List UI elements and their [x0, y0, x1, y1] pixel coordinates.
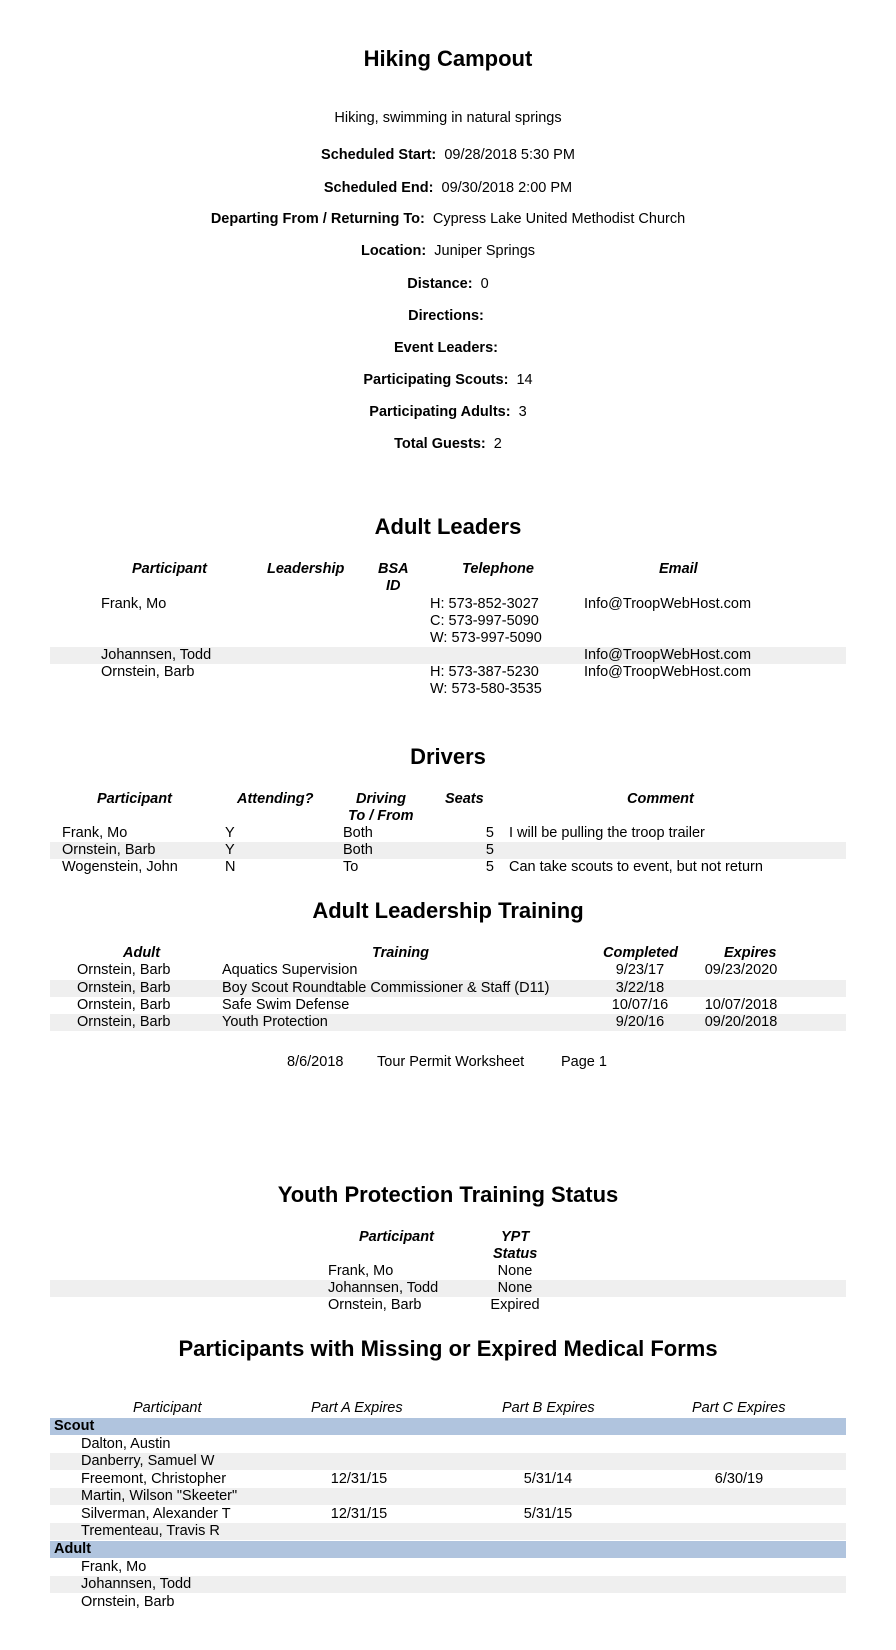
driver-name: Ornstein, Barb — [62, 842, 156, 858]
drivers-header-attending: Attending? — [237, 791, 314, 807]
adult-leaders-header-id: ID — [386, 578, 401, 594]
medical-part-a: 12/31/15 — [330, 1471, 388, 1487]
adult-leaders-title: Adult Leaders — [374, 514, 522, 539]
adult-leaders-header-leadership: Leadership — [267, 561, 345, 577]
leader-name: Frank, Mo — [101, 596, 167, 612]
leader-name: Ornstein, Barb — [101, 664, 195, 680]
ypt-status: None — [497, 1263, 533, 1279]
driver-seats: 5 — [485, 825, 494, 841]
medical-name: Danberry, Samuel W — [81, 1453, 215, 1469]
training-completed: 10/07/16 — [611, 997, 669, 1013]
medical-name: Freemont, Christopher — [81, 1471, 227, 1487]
medical-part-a: 12/31/15 — [330, 1506, 388, 1522]
drivers-header-seats: Seats — [445, 791, 484, 807]
footer-report-name: Tour Permit Worksheet — [377, 1054, 525, 1070]
medical-part-b: 5/31/15 — [523, 1506, 573, 1522]
driver-comment: I will be pulling the troop trailer — [509, 825, 705, 841]
medical-header-part-a: Part A Expires — [311, 1400, 403, 1416]
field-total-guests: Total Guests: 2 — [394, 436, 502, 452]
field-departing-from: Departing From / Returning To: Cypress Lake United Methodist Church — [210, 211, 686, 227]
medical-header-part-b: Part B Expires — [502, 1400, 595, 1416]
leader-phone: W: 573-997-5090 — [430, 630, 542, 646]
drivers-title: Drivers — [410, 744, 486, 769]
adult-leaders-header-participant: Participant — [132, 561, 207, 577]
field-participating-scouts: Participating Scouts: 14 — [363, 372, 533, 388]
footer-date: 8/6/2018 — [287, 1054, 344, 1070]
field-distance: Distance: 0 — [407, 276, 489, 292]
training-header-adult: Adult — [123, 945, 161, 961]
table-row-band — [50, 842, 846, 859]
adult-leaders-header-bsa: BSA — [378, 561, 409, 577]
training-completed: 3/22/18 — [615, 980, 665, 996]
leader-email[interactable]: Info@TroopWebHost.com — [584, 596, 752, 612]
medical-name: Trementeau, Travis R — [81, 1523, 220, 1539]
driver-driving: Both — [343, 842, 373, 858]
driver-name: Frank, Mo — [62, 825, 128, 841]
page-title: Hiking Campout — [363, 46, 533, 71]
group-header-band — [50, 1418, 846, 1435]
training-completed: 9/23/17 — [615, 962, 665, 978]
driver-driving: To — [343, 859, 359, 875]
medical-name: Silverman, Alexander T — [81, 1506, 231, 1522]
field-scheduled-start: Scheduled Start: 09/28/2018 5:30 PM — [321, 147, 575, 163]
ypt-header-ypt: YPT — [501, 1229, 530, 1245]
field-event-leaders: Event Leaders: — [394, 340, 498, 356]
ypt-header-status: Status — [493, 1246, 538, 1262]
medical-header-participant: Participant — [133, 1400, 202, 1416]
driver-attending: Y — [225, 842, 235, 858]
training-adult: Ornstein, Barb — [77, 962, 171, 978]
training-expires: 10/07/2018 — [704, 997, 778, 1013]
medical-name: Johannsen, Todd — [81, 1576, 192, 1592]
training-name: Boy Scout Roundtable Commissioner & Staff (D11) — [222, 980, 550, 996]
training-adult: Ornstein, Barb — [77, 1014, 171, 1030]
leader-phone: C: 573-997-5090 — [430, 613, 539, 629]
field-scheduled-end: Scheduled End: 09/30/2018 2:00 PM — [323, 180, 573, 196]
training-expires: 09/23/2020 — [704, 962, 778, 978]
leader-phone: W: 573-580-3535 — [430, 681, 542, 697]
training-title: Adult Leadership Training — [312, 898, 584, 923]
training-completed: 9/20/16 — [615, 1014, 665, 1030]
medical-header-part-c: Part C Expires — [692, 1400, 786, 1416]
field-location: Location: Juniper Springs — [360, 243, 536, 259]
medical-name: Martin, Wilson "Skeeter" — [81, 1488, 238, 1504]
medical-name: Dalton, Austin — [81, 1436, 171, 1452]
leader-phone: H: 573-852-3027 — [430, 596, 539, 612]
training-header-expires: Expires — [724, 945, 777, 961]
driver-seats: 5 — [485, 859, 494, 875]
medical-part-b: 5/31/14 — [523, 1471, 573, 1487]
event-description: Hiking, swimming in natural springs — [334, 110, 562, 126]
driver-attending: Y — [225, 825, 235, 841]
driver-name: Wogenstein, John — [62, 859, 178, 875]
group-header-adult: Adult — [54, 1541, 92, 1557]
medical-part-c: 6/30/19 — [714, 1471, 764, 1487]
leader-email[interactable]: Info@TroopWebHost.com — [584, 664, 752, 680]
training-header-completed: Completed — [603, 945, 678, 961]
drivers-header-participant: Participant — [97, 791, 172, 807]
training-name: Youth Protection — [222, 1014, 328, 1030]
field-participating-adults: Participating Adults: 3 — [369, 404, 527, 420]
ypt-name: Ornstein, Barb — [328, 1297, 422, 1313]
adult-leaders-header-telephone: Telephone — [462, 561, 534, 577]
training-name: Aquatics Supervision — [222, 962, 358, 978]
ypt-name: Frank, Mo — [328, 1263, 394, 1279]
field-directions: Directions: — [408, 308, 484, 324]
group-header-scout: Scout — [54, 1418, 95, 1434]
adult-leaders-header-email: Email — [659, 561, 698, 577]
medical-name: Frank, Mo — [81, 1559, 147, 1575]
table-row-band — [50, 1280, 846, 1297]
ypt-title: Youth Protection Training Status — [277, 1182, 619, 1207]
medical-title: Participants with Missing or Expired Medical Forms — [178, 1336, 718, 1361]
driver-comment: Can take scouts to event, but not return — [509, 859, 763, 875]
medical-name: Ornstein, Barb — [81, 1594, 175, 1610]
drivers-header-to-from: To / From — [348, 808, 414, 824]
drivers-header-comment: Comment — [627, 791, 694, 807]
footer-page-number: Page 1 — [561, 1054, 607, 1070]
driver-attending: N — [225, 859, 236, 875]
training-name: Safe Swim Defense — [222, 997, 350, 1013]
driver-seats: 5 — [485, 842, 494, 858]
ypt-name: Johannsen, Todd — [328, 1280, 439, 1296]
leader-phone: H: 573-387-5230 — [430, 664, 539, 680]
ypt-header-participant: Participant — [359, 1229, 434, 1245]
leader-name: Johannsen, Todd — [101, 647, 212, 663]
training-adult: Ornstein, Barb — [77, 980, 171, 996]
driver-driving: Both — [343, 825, 373, 841]
ypt-status: Expired — [490, 1297, 540, 1313]
leader-email[interactable]: Info@TroopWebHost.com — [584, 647, 752, 663]
training-adult: Ornstein, Barb — [77, 997, 171, 1013]
training-header-training: Training — [372, 945, 429, 961]
ypt-status: None — [497, 1280, 533, 1296]
drivers-header-driving: Driving — [356, 791, 406, 807]
training-expires: 09/20/2018 — [704, 1014, 778, 1030]
group-header-band — [50, 1541, 846, 1558]
